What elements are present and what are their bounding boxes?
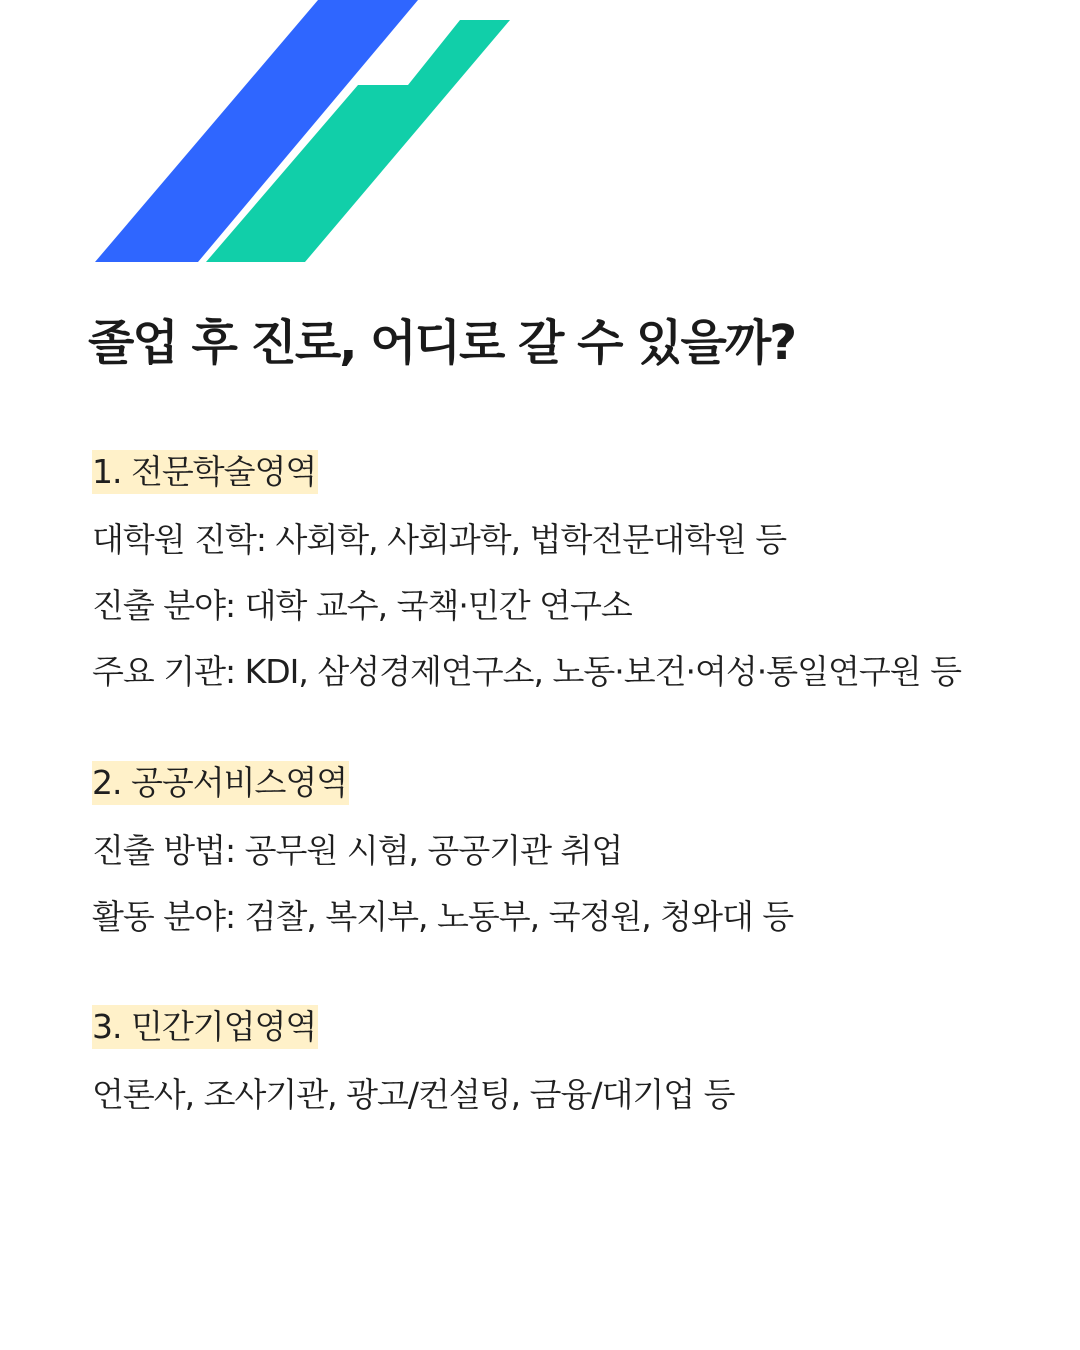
section-line: 대학원 진학: 사회학, 사회과학, 법학전문대학원 등 (92, 520, 787, 559)
section-heading: 2. 공공서비스영역 (92, 761, 349, 805)
page-title: 졸업 후 진로, 어디로 갈 수 있을까? (88, 315, 796, 371)
section-line: 진출 방법: 공무원 시험, 공공기관 취업 (92, 831, 623, 870)
section-line: 활동 분야: 검찰, 복지부, 노동부, 국정원, 청와대 등 (92, 897, 794, 936)
section-line: 언론사, 조사기관, 광고/컨설팅, 금융/대기업 등 (92, 1075, 735, 1114)
section-academic (92, 450, 961, 692)
stripes-logo (0, 0, 560, 280)
section-public-service (92, 761, 793, 937)
section-line: 주요 기관: KDI, 삼성경제연구소, 노동·보건·여성·통일연구원 등 (92, 652, 961, 691)
section-line: 진출 분야: 대학 교수, 국책·민간 연구소 (92, 586, 632, 625)
section-heading: 1. 전문학술영역 (92, 450, 318, 494)
section-private-enterprise (92, 1005, 734, 1115)
section-heading: 3. 민간기업영역 (92, 1005, 318, 1049)
